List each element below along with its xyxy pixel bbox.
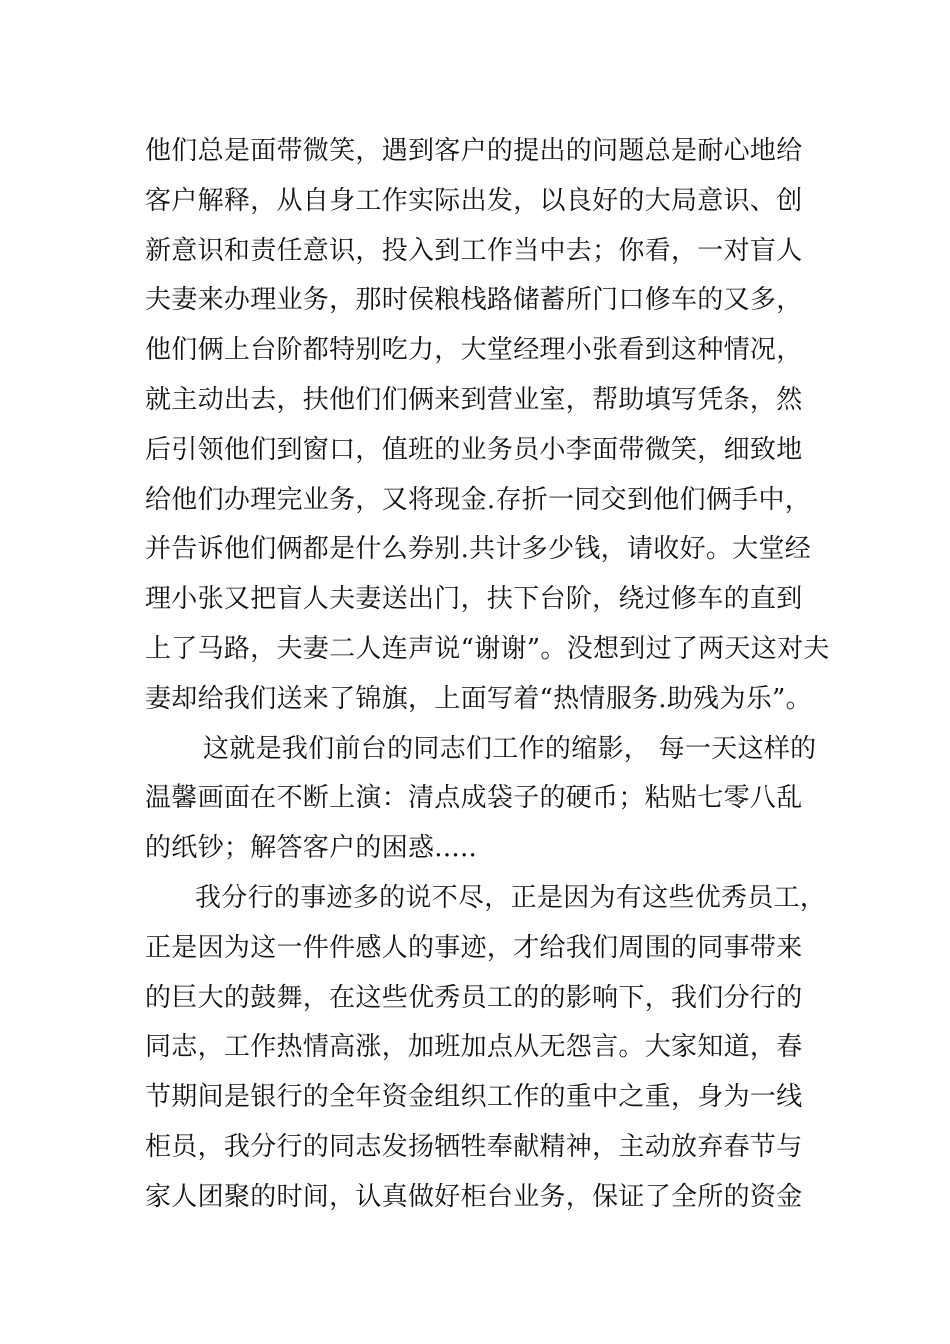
text-line: 并告诉他们俩都是什么券别.共计多少钱，请收好。大堂经 [145, 534, 812, 565]
text-line: 就主动出去，扶他们们俩来到营业室，帮助填写凭条，然 [145, 384, 803, 415]
text-line: 新意识和责任意识，投入到工作当中去；你看，一对盲人 [145, 235, 803, 266]
text-line: 同志，工作热情高涨，加班加点从无怨言。大家知道，春 [145, 1032, 803, 1063]
text-line: 上了马路，夫妻二人连声说“谢谢”。没想到过了两天这对夫 [145, 633, 830, 664]
text-line: 的纸钞；解答客户的困惑..... [145, 833, 478, 864]
text-line: 温馨画面在不断上演：清点成袋子的硬币；粘贴七零八乱 [145, 783, 803, 814]
text-line: 妻却给我们送来了锦旗，上面写着“热情服务.助残为乐”。 [145, 683, 812, 714]
text-line: 后引领他们到窗口，值班的业务员小李面带微笑，细致地 [145, 434, 803, 465]
text-line: 家人团聚的时间，认真做好柜台业务，保证了全所的资金 [145, 1181, 803, 1212]
text-line: 客户解释，从自身工作实际出发，以良好的大局意识、创 [145, 185, 803, 216]
text-line: 的巨大的鼓舞，在这些优秀员工的的影响下，我们分行的 [145, 982, 803, 1013]
text-line: 柜员，我分行的同志发扬牺牲奉献精神，主动放弃春节与 [145, 1131, 803, 1162]
text-line: 节期间是银行的全年资金组织工作的重中之重，身为一线 [145, 1082, 803, 1113]
text-line: 理小张又把盲人夫妻送出门，扶下台阶，绕过修车的直到 [145, 584, 803, 615]
paragraph-first-line: 这就是我们前台的同志们工作的缩影， 每一天这样的 [203, 733, 817, 764]
text-line: 正是因为这一件件感人的事迹，才给我们周围的同事带来 [145, 932, 803, 963]
paragraph-first-line: 我分行的事迹多的说不尽，正是因为有这些优秀员工， [195, 882, 827, 913]
text-line: 他们俩上台阶都特别吃力，大堂经理小张看到这种情况， [145, 335, 803, 366]
body-text [145, 127, 845, 1223]
text-line: 给他们办理完业务，又将现金.存折一同交到他们俩手中， [145, 484, 812, 515]
text-line: 他们总是面带微笑，遇到客户的提出的问题总是耐心地给 [145, 136, 803, 166]
text-line: 夫妻来办理业务，那时侯粮栈路储蓄所门口修车的又多， [145, 285, 803, 316]
